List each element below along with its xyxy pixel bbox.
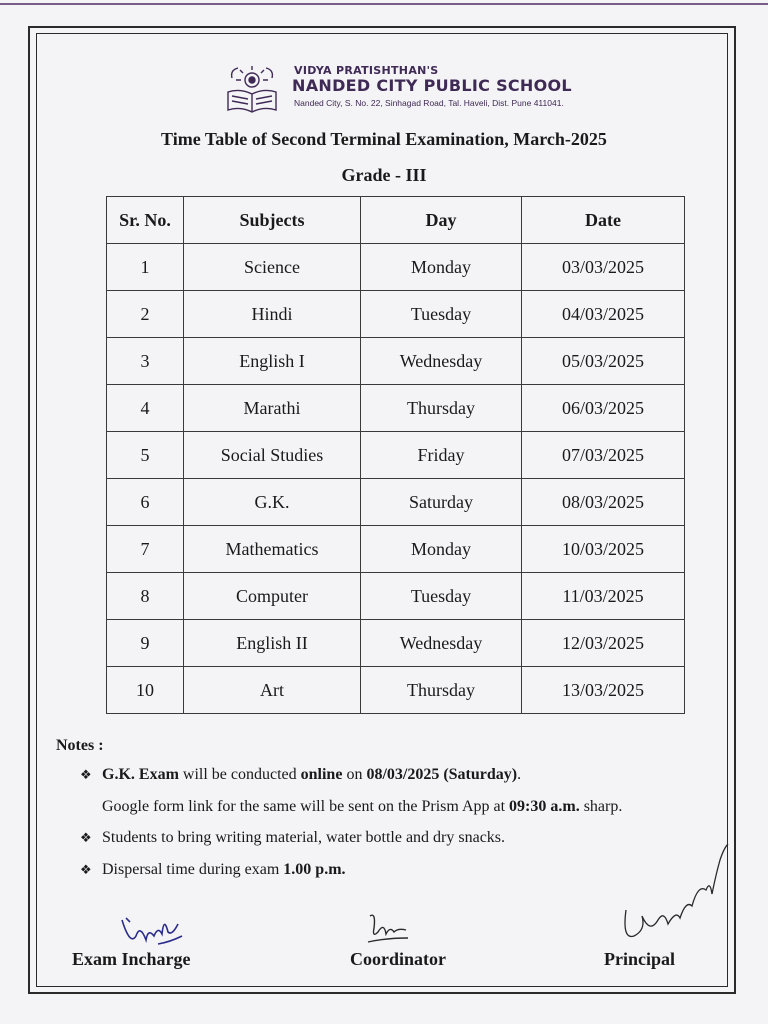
cell-subject: Computer <box>184 573 361 620</box>
cell-day: Saturday <box>361 479 522 526</box>
notes-label: Notes : <box>56 737 104 754</box>
cell-day: Thursday <box>361 385 522 432</box>
note-text: Google form link for the same will be sent on the Prism App at <box>102 798 510 815</box>
note-text: 08/03/2025 (Saturday) <box>366 766 518 783</box>
cell-date: 05/03/2025 <box>522 338 685 385</box>
table-header-row <box>107 197 685 244</box>
cell-sr-no: 1 <box>107 244 184 291</box>
note-text: Students to bring writing material, water bottle and dry snacks. <box>102 829 506 846</box>
table-row <box>107 479 685 526</box>
coordinator-signature-icon <box>362 908 414 948</box>
exam-incharge-label: Exam Incharge <box>72 949 191 969</box>
cell-day: Wednesday <box>361 620 522 667</box>
cell-date: 11/03/2025 <box>522 573 685 620</box>
note-text: on <box>342 766 367 783</box>
school-address: Nanded City, S. No. 22, Sinhagad Road, Tal. Haveli, Dist. Pune 411041. <box>294 98 564 108</box>
cell-sr-no: 3 <box>107 338 184 385</box>
cell-subject: English II <box>184 620 361 667</box>
note-text: 1.00 p.m. <box>283 861 346 878</box>
cell-day: Friday <box>361 432 522 479</box>
table-row <box>107 526 685 573</box>
bullet-icon: ❖ <box>80 831 92 846</box>
header-date: Date <box>522 197 685 244</box>
cell-date: 07/03/2025 <box>522 432 685 479</box>
grade-heading: Grade - III <box>341 165 427 185</box>
table-row <box>107 432 685 479</box>
note-text: . <box>517 766 522 783</box>
cell-date: 03/03/2025 <box>522 244 685 291</box>
note-gk-exam <box>80 766 521 784</box>
note-text: sharp. <box>579 798 623 815</box>
cell-day: Tuesday <box>361 573 522 620</box>
note-materials <box>80 829 505 847</box>
cell-subject: Art <box>184 667 361 714</box>
cell-date: 06/03/2025 <box>522 385 685 432</box>
cell-subject: G.K. <box>184 479 361 526</box>
note-gk-exam-continued <box>102 798 622 816</box>
table-row <box>107 573 685 620</box>
cell-subject: Science <box>184 244 361 291</box>
table-row <box>107 244 685 291</box>
cell-sr-no: 5 <box>107 432 184 479</box>
principal-label: Principal <box>604 949 675 969</box>
cell-subject: Marathi <box>184 385 361 432</box>
note-dispersal <box>80 861 346 879</box>
note-text: online <box>300 766 343 783</box>
table-row <box>107 338 685 385</box>
document-title: Time Table of Second Terminal Examination, March-2025 <box>161 129 607 149</box>
header-subjects: Subjects <box>184 197 361 244</box>
cell-subject: Hindi <box>184 291 361 338</box>
table-row <box>107 385 685 432</box>
table-row <box>107 291 685 338</box>
school-logo-icon <box>222 64 282 116</box>
note-text: G.K. Exam <box>102 766 179 783</box>
cell-day: Monday <box>361 244 522 291</box>
cell-date: 12/03/2025 <box>522 620 685 667</box>
cell-sr-no: 10 <box>107 667 184 714</box>
top-edge-line <box>0 3 768 5</box>
school-trust-name: VIDYA PRATISHTHAN'S <box>294 64 439 77</box>
cell-date: 10/03/2025 <box>522 526 685 573</box>
cell-day: Tuesday <box>361 291 522 338</box>
header-day: Day <box>361 197 522 244</box>
cell-sr-no: 8 <box>107 573 184 620</box>
cell-sr-no: 7 <box>107 526 184 573</box>
cell-subject: Mathematics <box>184 526 361 573</box>
cell-date: 04/03/2025 <box>522 291 685 338</box>
cell-day: Thursday <box>361 667 522 714</box>
cell-day: Wednesday <box>361 338 522 385</box>
school-name: NANDED CITY PUBLIC SCHOOL <box>292 76 572 95</box>
cell-subject: Social Studies <box>184 432 361 479</box>
cell-date: 13/03/2025 <box>522 667 685 714</box>
note-text: Dispersal time during exam <box>102 861 284 878</box>
bullet-icon: ❖ <box>80 863 92 878</box>
cell-day: Monday <box>361 526 522 573</box>
note-text: 09:30 a.m. <box>509 798 580 815</box>
cell-sr-no: 2 <box>107 291 184 338</box>
table-row <box>107 620 685 667</box>
cell-sr-no: 9 <box>107 620 184 667</box>
principal-signature-icon <box>620 840 730 950</box>
cell-subject: English I <box>184 338 361 385</box>
cell-date: 08/03/2025 <box>522 479 685 526</box>
table-row <box>107 667 685 714</box>
note-text: will be conducted <box>178 766 301 783</box>
timetable <box>106 196 685 714</box>
cell-sr-no: 4 <box>107 385 184 432</box>
exam-incharge-signature-icon <box>118 906 190 950</box>
bullet-icon: ❖ <box>80 768 92 783</box>
cell-sr-no: 6 <box>107 479 184 526</box>
coordinator-label: Coordinator <box>350 949 446 969</box>
header-sr-no: Sr. No. <box>107 197 184 244</box>
